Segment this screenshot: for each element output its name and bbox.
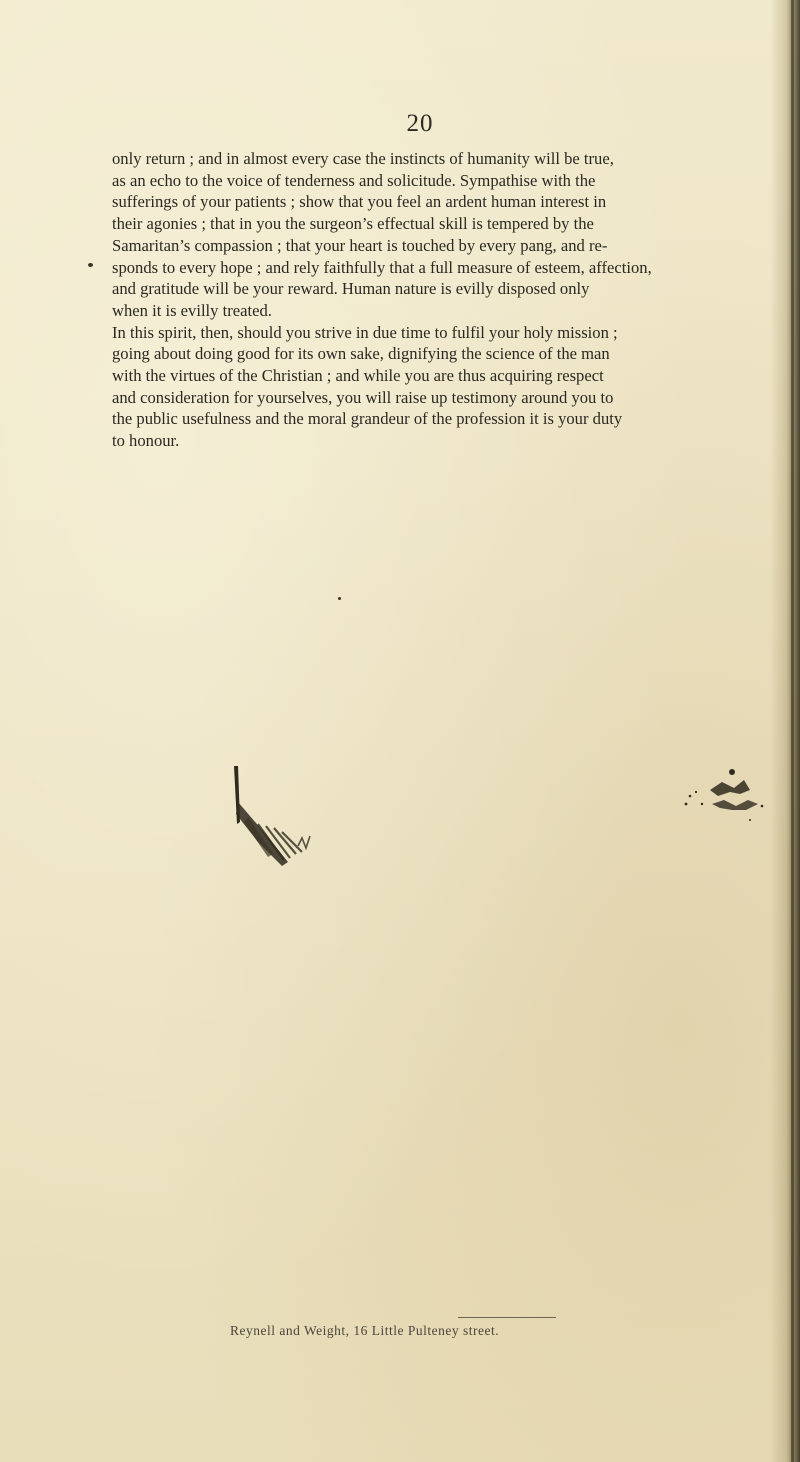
text-line: with the virtues of the Christian ; and while you are thus acquiring respect <box>112 366 604 386</box>
body-text <box>112 148 772 452</box>
text-line: Samaritan’s compassion ; that your heart is touched by every pang, and re- <box>112 235 608 255</box>
text-line: and gratitude will be your reward. Human nature is evilly disposed only <box>112 279 590 299</box>
page-edge-shadow <box>770 0 800 1462</box>
text-line: their agonies ; that in you the surgeon’s effectual skill is tempered by the <box>112 214 594 234</box>
text-line: sufferings of your patients ; show that you feel an ardent human interest in <box>112 192 607 212</box>
text-line: to honour. <box>112 431 180 451</box>
text-line: going about doing good for its own sake, dignifying the science of the man <box>112 344 610 364</box>
ink-smudge-left-icon <box>228 762 318 872</box>
ink-smudge-right-icon <box>650 760 770 830</box>
text-line: the public usefulness and the moral grandeur of the profession it is your duty <box>112 409 623 429</box>
text-line: when it is evilly treated. <box>112 300 272 320</box>
paragraph-2 <box>112 322 772 452</box>
printer-imprint: Reynell and Weight, 16 Little Pulteney street. <box>230 1323 500 1338</box>
page-number: 20 <box>406 110 434 137</box>
text-line: only return ; and in almost every case the instincts of humanity will be true, <box>112 149 614 168</box>
text-line: as an echo to the voice of tenderness and solicitude. Sympathise with the <box>112 170 596 190</box>
ink-speck <box>88 263 93 267</box>
text-line: sponds to every hope ; and rely faithfully that a full measure of esteem, affection, <box>112 257 652 277</box>
paragraph-1 <box>112 148 772 322</box>
text-line: In this spirit, then, should you strive in due time to fulfil your holy mission ; <box>112 322 618 342</box>
imprint-rule <box>458 1317 556 1318</box>
ink-speck <box>338 597 341 600</box>
page-edge-line <box>791 0 794 1462</box>
text-line: and consideration for yourselves, you will raise up testimony around you to <box>112 387 614 407</box>
